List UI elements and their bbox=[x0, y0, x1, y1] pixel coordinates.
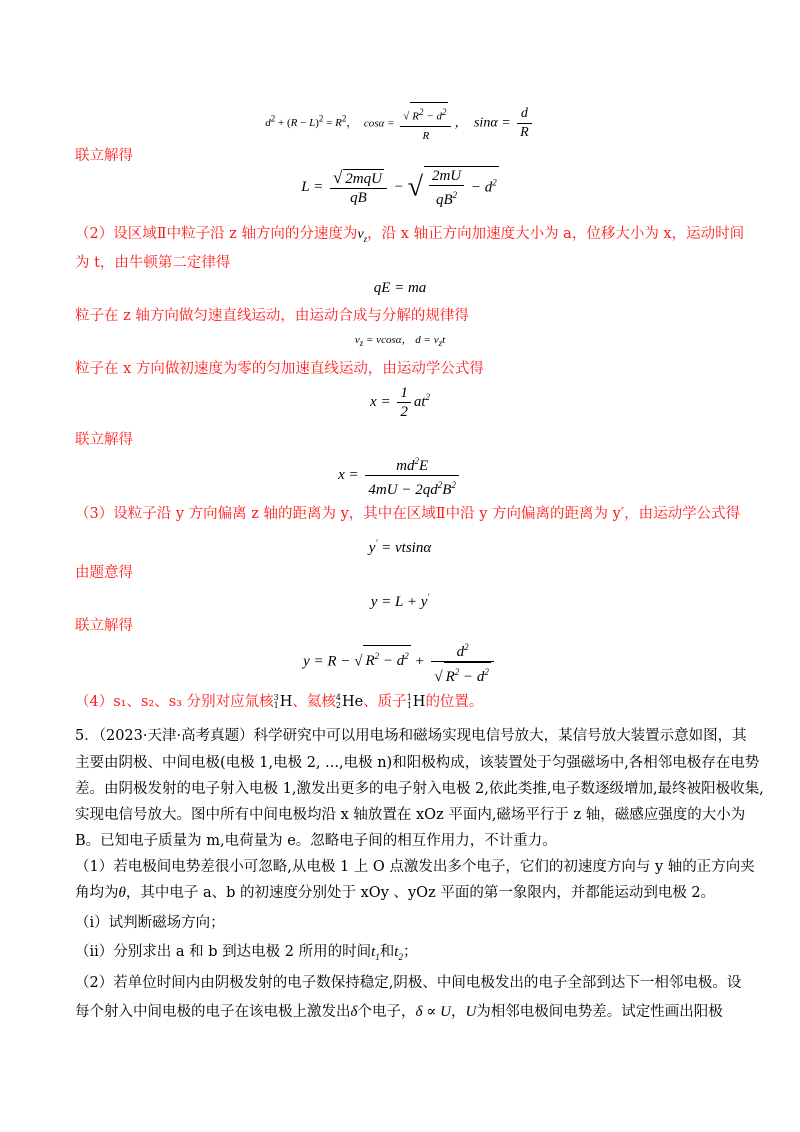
equation-x1: x = $\frac{1}{2}$ $at^2$ bbox=[370, 385, 430, 420]
question-5-part1-i: （i）试判断磁场方向； bbox=[75, 915, 225, 931]
text-part2-line1: （2）设区域Ⅱ中粒子沿 z 轴方向的分速度为$v_z$，沿 x 轴正方向加速度大小为 a，位移大小为 x，运动时间 bbox=[75, 226, 745, 244]
equation-L: L = $\frac{\text{√ 2mqU}}{qB}$ − √ $\frac{2mU}{qB^2}$ − $d^2$ bbox=[301, 167, 497, 208]
equation-x2: x = $\frac{md^2E}{4mU - 2qd^2B^2}$ bbox=[0, 452, 800, 494]
text-part4: （4）s₁、s₂、s₃ 分别对应氚核3 1H、氦核4 2He、质子1 1H的位置。 bbox=[75, 693, 484, 710]
question-5-line1: 5．（2023·天津·高考真题）科学研究中可以用电场和磁场实现电信号放大，某信号放大装置示意如图，其 bbox=[75, 728, 747, 744]
text-part2-line4: 粒子在 x 方向做初速度为零的匀加速直线运动，由运动学公式得 bbox=[75, 361, 484, 377]
equation-vz: $v_z = vcos\alpha$， $d = v_zt$ bbox=[354, 334, 446, 349]
equation-y3: y = R − √ $R^2 - d^2$ + $\frac{d^2}{√ R^2 - d^2}$ bbox=[0, 638, 800, 684]
equation-qE: qE = ma bbox=[373, 280, 427, 296]
question-5-line3: 差。由阴极发射的电子射入电极 1,激发出更多的电子射入电极 2,依此类推,电子数逐级增加,最终被阳极收集, bbox=[75, 781, 764, 797]
equation-y2: y = L + y' bbox=[370, 592, 430, 610]
equation-y1: y' = vtsinα bbox=[368, 538, 432, 556]
text-part2-line3: 粒子在 z 轴方向做匀速直线运动，由运动合成与分解的规律得 bbox=[75, 308, 469, 324]
question-5-part2-line2: 每个射入中间电极的电子在该电极上激发出δ个电子，δ ∝ U，U为相邻电极间电势差。试定性画出阳极 bbox=[75, 1004, 723, 1020]
text-part3-line1: （3）设粒子沿 y 方向偏离 z 轴的距离为 y，其中在区域Ⅱ中沿 y 方向偏离的距离为 y′，由运动学公式得 bbox=[75, 506, 741, 522]
text-from-problem: 由题意得 bbox=[75, 565, 133, 581]
question-5-part1-ii: （ii）分别求出 a 和 b 到达电极 2 所用的时间$t_1$和$t_2$； bbox=[75, 944, 418, 962]
question-5-line5: B。已知电子质量为 m,电荷量为 e。忽略电子间的相互作用力，不计重力。 bbox=[75, 833, 557, 849]
question-5-line2: 主要由阴极、中间电极(电极 1,电极 2, ...,电极 n)和阳极构成，该装置处于匀强磁场中,各相邻电极存在电势 bbox=[75, 755, 760, 771]
text-solve-1: 联立解得 bbox=[75, 148, 133, 164]
equation-geometry: $d^2 + (R - L)^2 = R^2$， cosα = $\frac{√ R^2 - d^2}{R}$ ， sinα = $\frac{d}{R}$ bbox=[0, 102, 800, 132]
text-solve-2: 联立解得 bbox=[75, 432, 133, 448]
question-5-line4: 实现电信号放大。图中所有中间电极均沿 x 轴放置在 xOz 平面内,磁场平行于 z 轴，磁感应强度的大小为 bbox=[75, 807, 746, 823]
text-solve-3: 联立解得 bbox=[75, 618, 133, 634]
question-5-part1-line2: 角均为θ，其中电子 a、b 的初速度分别处于 xOy 、yOz 平面的第一象限内，并都能运动到电极 2。 bbox=[75, 885, 716, 901]
text-part2-line2: 为 t，由牛顿第二定律得 bbox=[75, 255, 231, 271]
question-5-part1-line1: （1）若电极间电势差很小可忽略,从电极 1 上 O 点激发出多个电子，它们的初速度方向与 y 轴的正方向夹 bbox=[75, 859, 755, 875]
question-5-part2-line1: （2）若单位时间内由阴极发射的电子数保持稳定,阴极、中间电极发出的电子全部到达下一相邻电极。设 bbox=[75, 975, 742, 991]
